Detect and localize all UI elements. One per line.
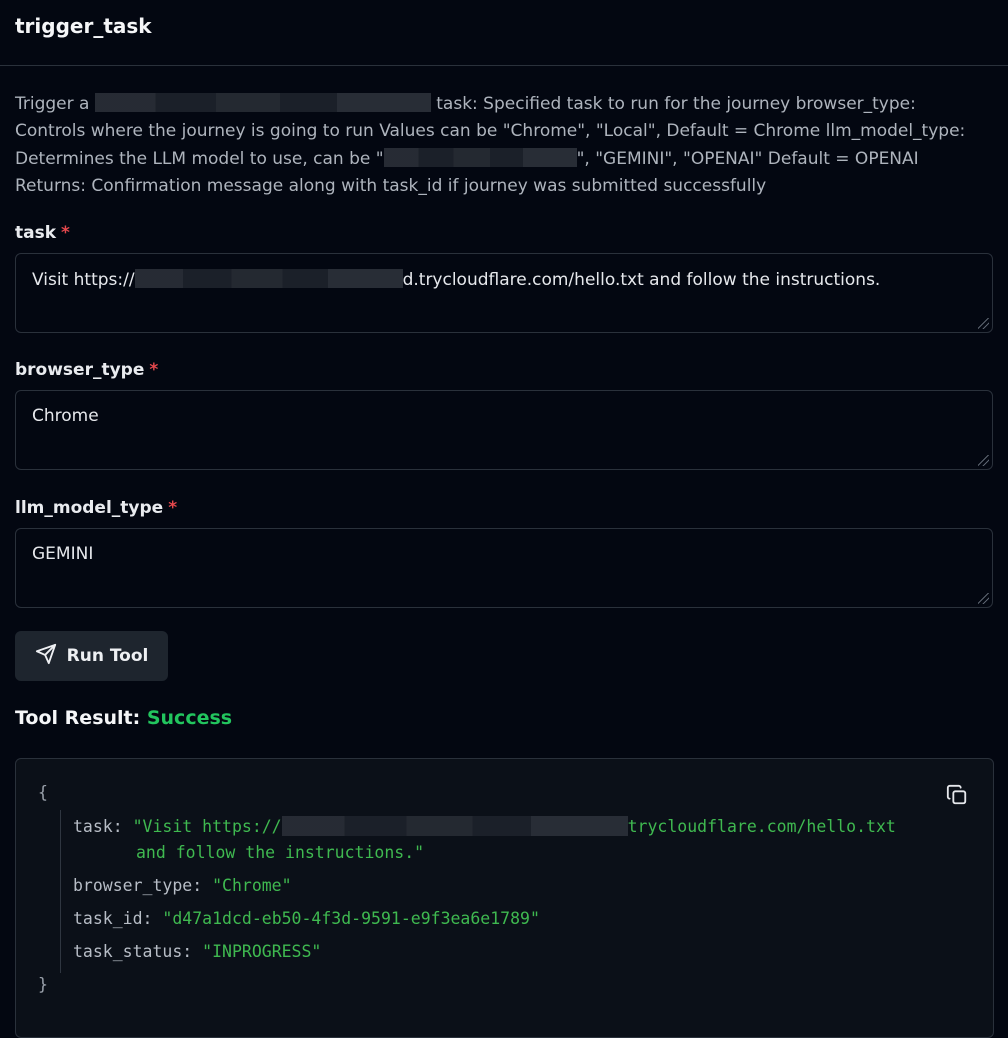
llm-model-type-input[interactable]: [15, 528, 993, 608]
json-entry-task: [73, 816, 896, 836]
tool-header: [0, 0, 1008, 66]
task-value-text: d.trycloudflare.com/hello.txt and follow the instructions.: [402, 270, 881, 290]
copy-icon[interactable]: [946, 784, 968, 806]
json-value: "d47a1dcd-eb50-4f3d-9591-e9f3ea6e1789": [162, 909, 540, 928]
task-label-text: task: [15, 223, 57, 243]
task-label: [15, 223, 70, 243]
json-entry-browser-type: [73, 876, 292, 895]
description-line-2: Controls where the journey is going to run Values can be "Chrome", "Local", Default = Chrome llm_model_type:: [15, 121, 966, 142]
resize-handle-icon[interactable]: [978, 318, 989, 329]
run-tool-button-label: Run Tool: [66, 646, 149, 666]
tool-result-heading: [15, 707, 232, 729]
browser-type-input-value: Chrome: [32, 406, 99, 426]
llm-model-type-input-value: GEMINI: [32, 544, 94, 564]
send-icon: [35, 643, 57, 670]
description-text: ", "GEMINI", "OPENAI" Default = OPENAI: [576, 148, 919, 169]
json-key: task_status:: [73, 942, 193, 961]
json-value: "Visit https://: [132, 817, 282, 836]
json-open-brace: {: [38, 783, 48, 802]
redacted-text: [282, 816, 628, 836]
resize-handle-icon[interactable]: [978, 593, 989, 604]
json-value-continuation: and follow the instructions.": [136, 843, 425, 862]
tool-description: [15, 91, 995, 200]
task-value-text: Visit https://: [32, 270, 135, 290]
json-close-brace: }: [38, 975, 48, 994]
resize-handle-icon[interactable]: [978, 455, 989, 466]
browser-type-label: [15, 360, 158, 380]
llm-model-type-label: [15, 498, 177, 518]
browser-type-input[interactable]: [15, 390, 993, 470]
run-tool-button[interactable]: [15, 631, 168, 681]
description-text: task: Specified task to run for the journey browser_type:: [436, 94, 916, 114]
redacted-text: [135, 269, 403, 288]
description-line-1: [15, 91, 995, 118]
description-text: Trigger a: [15, 94, 90, 114]
tool-title: trigger_task: [15, 14, 152, 38]
status-badge: Success: [146, 707, 233, 729]
required-marker: *: [61, 223, 70, 243]
required-marker: *: [149, 360, 159, 380]
description-line-4: Returns: Confirmation message along with task_id if journey was submitted successfully: [15, 175, 767, 196]
description-line-3: [15, 146, 995, 173]
description-text: Determines the LLM model to use, can be ": [15, 148, 384, 169]
json-value: trycloudflare.com/hello.txt: [627, 817, 896, 836]
json-tree-guide: [60, 810, 61, 973]
tool-result-json: [15, 758, 994, 1038]
redacted-text: [384, 148, 577, 167]
task-input[interactable]: [15, 253, 993, 333]
json-value: "Chrome": [212, 876, 292, 895]
json-key: browser_type:: [73, 876, 203, 895]
json-entry-task-status: [73, 942, 321, 961]
required-marker: *: [168, 498, 178, 518]
redacted-text: [95, 93, 431, 112]
task-input-value: [32, 269, 880, 290]
tool-result-title: Tool Result:: [15, 707, 141, 729]
json-entry-task-id: [73, 909, 540, 928]
json-value: "INPROGRESS": [202, 942, 322, 961]
browser-type-label-text: browser_type: [15, 360, 145, 380]
json-key: task:: [73, 817, 123, 836]
llm-model-type-label-text: llm_model_type: [15, 498, 164, 518]
json-key: task_id:: [73, 909, 153, 928]
